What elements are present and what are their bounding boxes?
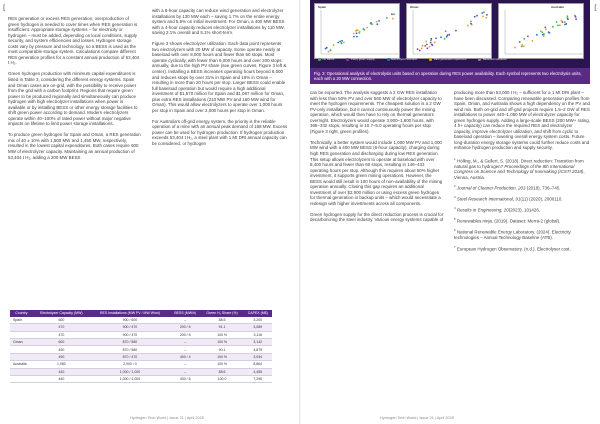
scatter-point xyxy=(565,23,567,25)
scatter-point xyxy=(548,31,550,33)
reference-item: $^7$ European Hydrogen Observatory. (n.d.). Electrolyser cost. xyxy=(454,244,571,252)
table-cell: – xyxy=(170,317,201,324)
table-cell: 600 xyxy=(33,339,90,346)
scatter-point xyxy=(481,12,483,14)
table-cell: 900 / 470 xyxy=(90,324,170,331)
scatter-point xyxy=(446,36,448,38)
scatter-point xyxy=(343,42,345,44)
table-cell: 470 xyxy=(33,331,90,338)
scatter-point xyxy=(483,11,485,13)
paragraph: with a 6-hour capacity can reduce wind generation and electrolyzer installations by 130 MW each – saving 1.7% on the entire energy system and 5.9% on initial investment. For Oman, a 400 MW BESS with a 4-hour capacity reduces electrolyzer installations by 110 MW, saving 2.1% overall and 5.1% short-term. xyxy=(152,8,285,36)
scatter-point xyxy=(540,30,542,32)
scatter-point xyxy=(370,23,372,25)
scatter-point xyxy=(470,23,472,25)
scatter-point xyxy=(523,45,525,47)
scatter-point xyxy=(432,44,434,46)
scatter-point xyxy=(341,40,343,42)
scatter-point xyxy=(544,27,546,29)
scatter-point xyxy=(444,38,446,40)
scatter-point xyxy=(362,28,364,30)
reference-item: $^5$ Renewables.ninja. (2019). Dataset: Merra-2 (global). xyxy=(454,217,561,224)
scatter-point xyxy=(519,41,521,43)
table-cell: 440 xyxy=(33,375,90,382)
table-cell: 3,142 xyxy=(244,339,272,346)
paragraph: Technically, a better system would include 1,000 MW PV and 1,000 MW wind with a 400 MW BESS (6-hour capacity), charging during high RES generation and discharging during low RES generation. This setup allows electrolyzers to operate at baseload with over 8,400 hours and fewer than 60 stops, resulting in 146–433 operating hours per stop. Although this requires about 50% higher investment, it supports green mining operations. However, the BESS would still result in 100 hours of non-availability of the mining operation annually. Closing this gap requires an additional investment of over $2,900 million or using excess green hydrogen for thermal generation in backup units – which would necessitate a redesign with higher investments across all components. xyxy=(310,139,443,206)
table-cell: 470 xyxy=(33,324,90,331)
scatter-point xyxy=(357,29,359,31)
scatter-point xyxy=(567,18,569,20)
table-cell: 1,080 xyxy=(33,361,90,368)
scatter-point xyxy=(425,41,427,43)
table-header: Green H₂ Share (%) xyxy=(201,310,244,317)
scatter-point xyxy=(325,48,327,50)
legend-label: Partly green supply xyxy=(350,57,375,61)
left-col-2 xyxy=(152,8,288,152)
capex-table xyxy=(10,310,272,383)
scatter-point xyxy=(556,21,558,23)
table-cell: 200 / 6 xyxy=(170,324,201,331)
scatter-point xyxy=(328,51,330,53)
scatter-point xyxy=(559,24,561,26)
table-cell: 100 % xyxy=(201,361,244,368)
scatter-point xyxy=(536,34,538,36)
scatter-point xyxy=(467,25,469,27)
table-cell: 870 / 470 xyxy=(90,353,170,360)
table-header: Electrolyzer Capacity (MW) xyxy=(33,310,90,317)
figure-legend xyxy=(318,56,588,62)
scatter-point xyxy=(391,13,393,15)
table-cell: 400 / 4 xyxy=(170,353,201,360)
table-cell: 3,116 xyxy=(244,331,272,338)
table-header: CAPEX (M$) xyxy=(244,310,272,317)
paragraph: Green hydrogen supply for the direct reduction process is crucial for decarbonizing the steel industry. Various energy systems capable of xyxy=(310,211,444,223)
table-cell: 3,034 xyxy=(244,353,272,360)
scatter-point xyxy=(543,33,545,35)
scatter-point xyxy=(541,31,543,33)
scatter-point xyxy=(366,27,368,29)
legend-swatch xyxy=(346,58,349,61)
scatter-point xyxy=(393,13,395,15)
table-cell: 600 xyxy=(33,317,90,324)
scatter-point xyxy=(455,30,457,32)
right-bracket-mark: [ xyxy=(594,4,597,12)
left-footer: Hydrogen Tech World | Issue 21 | April 2025 xyxy=(130,416,204,420)
table-cell: – xyxy=(170,346,201,353)
table-cell: 490 xyxy=(33,353,90,360)
table-cell: 1,000 / 1,000 xyxy=(90,368,170,375)
scatter-point xyxy=(353,36,355,38)
table-cell: 100 % xyxy=(201,353,244,360)
table-cell: 2,000 / 0 xyxy=(90,361,170,368)
table-cell: 200 / 6 xyxy=(170,331,201,338)
scatter-point xyxy=(426,47,428,49)
scatter-point xyxy=(421,47,423,49)
table-cell: 1,000 / 1,000 xyxy=(90,375,170,382)
right-page xyxy=(300,0,600,424)
panel-title: Oman xyxy=(410,5,419,9)
left-bracket-mark: [ xyxy=(3,4,6,12)
scatter-point xyxy=(392,18,394,20)
scatter-point xyxy=(330,50,332,52)
paragraph: Figure 3 shows electrolyzer utilization. Each data point represents two electrolyzers with 20 MW of capacity. Some operate nearly at baseload with over 8,000 hours and fewer than 50 stops. Most operate cyclically, with fewer than 6,000 hours and over 200 stops annually, due to the high PV share (see green curves, Figure 3 left & center). Installing a BESS increases operating hours beyond 6,000 and reduces stops by over 31% in Spain and 16% in Oman – resulting in more than 20 hours per stop. Larger BESS could enable full baseload operation but would require a high additional investment of $1,570 million for Spain and $1,087 million for Oman, plus extra RES installations (210 MW PV and 160 MW wind for Oman). This would allow electrolyzers to operate over 1,000 hours per stop in Spain and over 2,000 hours per stop in Oman. xyxy=(152,41,287,113)
table-header-row xyxy=(10,310,272,317)
scatter-point xyxy=(341,43,343,45)
scatter-point xyxy=(356,36,358,38)
scatter-point xyxy=(474,16,476,18)
scatter-point xyxy=(552,26,554,28)
figure-3 xyxy=(310,0,590,68)
table-cell: 100 % xyxy=(201,339,244,346)
references-list xyxy=(454,157,590,252)
scatter-point xyxy=(337,42,339,44)
scatter-plot-spain xyxy=(315,4,401,60)
paragraph: For Australia's off-grid energy system, the priority is the reliable operation of a mine with an annual peak demand of 168 MW. Excess power can be used for hydrogen production. If hydrogen production exceeds 53,404 t H₂, a steel plant with 1 Mt DRI annual capacity can be considered, or hydrogen xyxy=(152,118,288,147)
table-cell: 870 / 580 xyxy=(90,346,170,353)
legend-entry xyxy=(318,57,334,61)
reference-item: $^6$ National Renewable Energy Laboratory. (2024). Electricity technologies – Annual Technology Baseline (ATB). xyxy=(454,228,571,241)
right-footer: Hydrogen Tech World | Issue 21 | April 2025 xyxy=(380,416,454,420)
table-cell: 3,089 xyxy=(244,324,272,331)
scatter-point xyxy=(567,15,569,17)
paragraph: To produce green hydrogen for Spain and Oman, a RES generation mix of 40 ± 10% with 1,500 MW and 1,450 MW, respectively, resulted in the lowest capital expenditures. Both cases require 600 MW of electrolyzer capacity. Maintaining an annual production of 53,404 t H₂, adding a 200 MW BESS xyxy=(8,132,141,160)
scatter-point xyxy=(564,21,566,23)
table-cell: 91.1 xyxy=(201,324,244,331)
reference-item: $^1$ Hölling, M., & Gellert, S. (2018). Direct reduction: Transition from natural gas to hydrogen? Proceedings of the 8th International Congress on Science and Technology of Ironmaking (ICSTI 2018), Vienna, Austria. xyxy=(454,156,585,180)
table-cell xyxy=(10,375,33,382)
chart-panel-oman xyxy=(406,3,492,59)
table-cell: 900 / 470 xyxy=(90,331,170,338)
table-row xyxy=(10,331,272,338)
scatter-point xyxy=(429,46,431,48)
scatter-point xyxy=(486,14,488,16)
scatter-point xyxy=(476,15,478,17)
panel-title: Australia xyxy=(551,5,564,9)
legend-entry xyxy=(346,57,374,61)
table-cell: 400 / 6 xyxy=(170,375,201,382)
scatter-point xyxy=(430,39,432,41)
panel-title: Spain xyxy=(318,5,327,9)
scatter-point xyxy=(527,36,529,38)
scatter-point xyxy=(424,45,426,47)
chart-panel-australia xyxy=(498,3,584,59)
table-row xyxy=(10,339,272,346)
scatter-point xyxy=(557,25,559,27)
table-cell: 490 xyxy=(33,346,90,353)
scatter-point xyxy=(376,23,378,25)
scatter-point xyxy=(514,47,516,49)
table-cell: 88.5 xyxy=(201,317,244,324)
table-cell xyxy=(10,353,33,360)
scatter-point xyxy=(356,32,358,34)
legend-label: No BESS xyxy=(322,57,335,61)
legend-swatch xyxy=(387,58,390,61)
scatter-point xyxy=(482,16,484,18)
scatter-point xyxy=(434,41,436,43)
table-row xyxy=(10,368,272,375)
table-cell: 4,455 xyxy=(244,368,272,375)
legend-label: Baseload operation xyxy=(482,57,507,61)
scatter-point xyxy=(353,33,355,35)
table-cell: – xyxy=(170,361,201,368)
table-header: RES Installations (MW PV / MW Wind) xyxy=(90,310,170,317)
right-col-2 xyxy=(454,90,590,256)
scatter-point xyxy=(440,36,442,38)
scatter-plot-oman xyxy=(407,4,493,60)
table-cell: 4,875 xyxy=(244,346,272,353)
scatter-point xyxy=(435,37,437,39)
scatter-point xyxy=(376,21,378,23)
table-header: BESS (MW/h) xyxy=(170,310,201,317)
legend-swatch xyxy=(429,58,432,61)
legend-entry xyxy=(478,57,507,61)
legend-swatch xyxy=(478,58,481,61)
scatter-point xyxy=(333,44,335,46)
table-cell: 7,295 xyxy=(244,375,272,382)
table-row xyxy=(10,361,272,368)
reference-item: $^4$ Results in Engineering, 20(2023), 101426. xyxy=(454,206,541,213)
scatter-point xyxy=(447,34,449,36)
table-row xyxy=(10,324,272,331)
table-row xyxy=(10,317,272,324)
legend-entry xyxy=(429,57,466,61)
scatter-point xyxy=(448,34,450,36)
scatter-point xyxy=(339,41,341,43)
legend-label: Electrolyzer scenario xyxy=(391,57,418,61)
reference-item: $^2$ Journal of Cleaner Production, 203 (2018), 736–745. xyxy=(454,184,561,191)
table-cell xyxy=(10,346,33,353)
scatter-point xyxy=(355,30,357,32)
scatter-point xyxy=(417,48,419,50)
right-col-1 xyxy=(310,90,444,229)
table-cell: 3,200 xyxy=(244,317,272,324)
scatter-point xyxy=(430,42,432,44)
reference-item: $^3$ Steel Research International, 91(11) (2020), 2000110. xyxy=(454,195,563,202)
chart-panel-spain xyxy=(314,3,400,59)
scatter-point xyxy=(359,31,361,33)
table-cell: 870 / 580 xyxy=(90,339,170,346)
scatter-point xyxy=(386,17,388,19)
scatter-point xyxy=(545,29,547,31)
left-col-1 xyxy=(8,16,141,166)
legend-entry xyxy=(387,57,417,61)
scatter-point xyxy=(485,17,487,19)
scatter-point xyxy=(575,16,577,18)
scatter-plot-australia xyxy=(499,4,585,60)
scatter-point xyxy=(561,20,563,22)
table-cell xyxy=(10,324,33,331)
scatter-point xyxy=(575,18,577,20)
table-row xyxy=(10,375,272,382)
table-cell: 100.0 xyxy=(201,375,244,382)
table-header: Country xyxy=(10,310,33,317)
table-cell: Australia xyxy=(10,361,33,368)
scatter-point xyxy=(422,45,424,47)
paragraph: RES generation or excess RES generation, overproduction of green hydrogen is needed to cover times when RES generation is insufficient. Appropriate storage systems – for electricity or hydrogen – must be added, depending on local conditions, supply security, and system efficiencies and losses. Hydrogen storage costs vary by pressure and technology, so a BESS is used as the most comparable storage system. Calculations compare different RES generation profiles for a constant annual production of 53,404 t H₂. xyxy=(8,16,140,66)
table-cell xyxy=(10,368,33,375)
table-cell: Oman xyxy=(10,339,33,346)
figure-caption: Fig. 3: Operational analysis of electrolysis units based on operation during RES power availability. Each symbol represents two electrolysis units, each with a 20 MW connection. xyxy=(310,68,590,84)
scatter-point xyxy=(426,44,428,46)
table-cell xyxy=(10,331,33,338)
paragraph: can be exported. The analysis suggests a 2 GW RES installation with less than 50% PV and over 560 MW of electrolyzer capacity to meet the hydrogen requirements. The cheapest solution is a 2 GW PV-only installation, but it cannot continuously power the mining operation, which would then have to rely on thermal generators overnight. Electrolyzers would operate 3,900–1,600 hours, with 365–332 stops, resulting in 10.7–5.0 operating hours per stop (Figure 3 right, green profiles). xyxy=(310,90,442,134)
scatter-point xyxy=(445,30,447,32)
table-cell: 90.1 xyxy=(201,346,244,353)
table-cell: Spain xyxy=(10,317,33,324)
scatter-point xyxy=(521,44,523,46)
scatter-point xyxy=(419,50,421,52)
legend-label: RES generation optimized xyxy=(433,57,467,61)
table-cell: 440 xyxy=(33,368,90,375)
scatter-point xyxy=(470,21,472,23)
scatter-point xyxy=(378,20,380,22)
legend-swatch xyxy=(318,58,321,61)
scatter-point xyxy=(531,40,533,42)
table-cell: 900 / 600 xyxy=(90,317,170,324)
paragraph: producing more than 53,000 t H₂ – sufficient for a 1 Mt DRI plant – have been discussed. Comparing renewable generation profiles from Spain, Oman, and Australia shows a high dependency on the PV and wind mix. Both on-grid and off-grid projects require 1.5–2 GW of RES installations to power 440–1,050 MW of electrolyzer capacity for green hydrogen supply. Adding a large-scale BESS (200 MW+ rating, 4 h+ capacity) can reduce the required RES and electrolyzer capacity, improve electrolyzer utilization, and shift from cyclic to baseload operation – lowering overall energy system costs. Future long-duration energy storage systems could further reduce costs and enhance hydrogen production and supply security. xyxy=(454,90,590,151)
table-cell: – xyxy=(170,368,201,375)
paragraph: Green hydrogen production with minimum capital expenditures is listed in Table 3, considering the different energy systems. Spain and Oman cases are on-grid, with the possibility to receive power from the grid with a carbon footprint. Regions that require green power to be produced regionally and simultaneously can produce hydrogen with high electrolyzer installations when power is available or by installing BESS or other energy storage facilities to shift green power according to demand. Modern electrolyzers operate within 40–100% of rated power without major negative impacts on lifetime to limit power storage installations. xyxy=(8,71,138,127)
table-cell: – xyxy=(170,339,201,346)
scatter-point xyxy=(430,38,432,40)
table-cell: 100 % xyxy=(201,331,244,338)
scatter-point xyxy=(543,35,545,37)
table-row xyxy=(10,353,272,360)
table-cell: 88.6 xyxy=(201,368,244,375)
scatter-point xyxy=(523,38,525,40)
scatter-point xyxy=(562,21,564,23)
table-cell: 8,864 xyxy=(244,361,272,368)
table-row xyxy=(10,346,272,353)
